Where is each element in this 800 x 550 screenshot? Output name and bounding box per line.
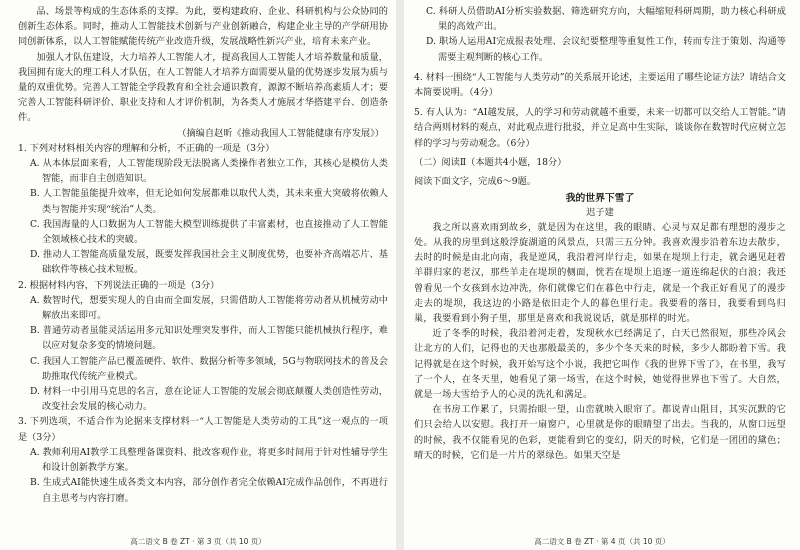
source-citation: （摘编自赵昕《推动我国人工智能健康有序发展》） — [177, 127, 384, 139]
question-2-option-c: C. 我国人工智能产品已覆盖硬件、软件、数据分析等多领域，5G与物联网技术的普及会助推取代传统产业模式。 — [30, 355, 388, 382]
question-2-option-d: D. 材料一中引用马克思的名言，意在论证人工智能的发展会彻底颠覆人类创造性劳动，改变社会发展的核心动力。 — [30, 386, 388, 413]
question-1-option-c: C. 我国海量的人口数据为人工智能大模型训练提供了丰富素材，也直接推动了人工智能全领域核心技术的突破。 — [30, 218, 388, 246]
question-3-option-b: B. 生成式AI能快速生成各类文本内容，部分创作者完全依赖AI完成作品创作，不再进行自主思考与内容打磨。 — [30, 477, 388, 504]
essay-paragraph-2: 近了冬季的时候，我沿着河走着，发现秋水已经满足了，白天已然很短，那些冷风会让北方的人们，记得也的天也那般最美的，多少个冬天来的时候，多少人都盼着下雪。我记得就是在这个时候，我开始写这个小说，我把它叫作《我的世界下雪了》，在书里，我写了一个人，在冬天里，她看见了第一场雪，在这个时候，她觉得世界也下雪了。大自然，就是一场大雪给予人的心灵的洗礼和满足。 — [414, 328, 786, 401]
question-1-option-a: A. 从本体层面来看，人工智能现阶段无法脱离人类操作者独立工作，其核心是模仿人类智能，而非自主创造知识。 — [30, 158, 388, 185]
question-3-option-c: C. 科研人员借助AI分析实验数据、筛选研究方向，大幅缩短科研周期，助力核心科研成果的高效产出。 — [426, 6, 786, 33]
question-2-option-a: A. 数智时代，想要实现人的自由而全面发展，只需借助人工智能将劳动者从机械劳动中解放出来即可。 — [30, 294, 388, 322]
left-page-footer: 高二语文 B 卷 ZT · 第 3 页（共 10 页） — [130, 537, 266, 546]
question-3-option-a: A. 教师利用AI教学工具整理备课资料、批改客观作业，将更多时间用于针对性辅导学生和设计创新教学方案。 — [30, 446, 388, 474]
essay-paragraph-1: 我之所以喜欢雨到故乡，就是因为在这里，我的眼睛、心灵与双足都有理想的漫步之处。从我的房里到这般浮旋湖道的风景点，只需三五分钟。我喜欢漫步沿着东边去散步，去时的时候是由北向南，我是逆风，我沿着河岸行走，如果在堤坝上行走，就会遇见赶着羊群归家的老汉，那些羊走在堤坝的侧面，恍若在堤坝上追逐一道连绵起伏的白浪；我还曾看见一个女孩到水边冲洗，你们就像它们在暮色中行走，就是一个我正好看见了的漫步走去的堤坝，我这边的小路是依旧走个人的暮色里行走。我要看的落日，我要看到鸟归巢，我要看到小狗子里，那里是喜欢和我说说话，就是那样的时光。 — [414, 221, 786, 325]
question-1-option-b: B. 人工智能虽能提升效率，但无论如何发展都难以取代人类，其未来重大突破将依赖人类与智能并实现“统治”人类。 — [30, 188, 388, 215]
question-3: 3. 下列选项，不适合作为论据来支撑材料一“人工智能是人类劳动的工具”这一观点的一项是（3分） — [18, 416, 388, 443]
question-2-option-b: B. 普通劳动者虽能灵活运用多元知识处理突发事件，而人工智能只能机械执行程序，难以应对复杂多变的情境问题。 — [30, 325, 388, 352]
question-1: 1. 下列对材料相关内容的理解和分析，不正确的一项是（3分） — [18, 142, 275, 154]
essay-title: 我的世界下雪了 — [565, 192, 635, 204]
question-5: 5. 有人认为：“AI越发展，人的学习和劳动就越不重要，未来一切都可以交给人工智能。”请结合两则材料的观点，对此观点进行批驳，并立足高中生实际，谈谈你在数智时代应树立怎样的学习与劳动观念。（6分） — [414, 107, 786, 149]
question-2: 2. 根据材料内容，下列说法正确的一项是（3分） — [18, 279, 220, 291]
right-page — [404, 0, 800, 550]
page-gutter — [396, 0, 404, 550]
paragraph-talent: 加强人才队伍建设，大力培养人工智能人才，提高我国人工智能人才培养数量和质量，我国拥有庞大的理工科人才队伍，在人工智能人才培养方面需要从量的优势逐步发展为质与量的双重优势。完善人工智能全学段教育和全社会通识教育，源源不断培养高素质人才；要完善人工智能科研评价、职业支持和人才评价机制，为各类人才施展才华搭建平台、创造条件。 — [18, 51, 388, 124]
paragraph-continued: 品、场景等构成的生态体系的支撑。为此，要构建政府、企业、科研机构与公众协同的创新生态体系。同时，推动人工智能技术创新与产业创新融合，构建企业主导的产学研用协同创新体系，以人工智能赋能传统产业改造升级，发展战略性新兴产业，培育未来产业。 — [18, 6, 388, 48]
question-3-option-d: D. 职场人运用AI完成报表处理、会议纪要整理等重复性工作，转而专注于策划、沟通等需要主观判断的核心工作。 — [426, 36, 786, 63]
question-4: 4. 材料一围绕“人工智能与人类劳动”的关系展开论述，主要运用了哪些论证方法？请结合文本简要说明。（4分） — [414, 71, 786, 99]
section-heading: （二）阅读Ⅱ（本题共4小题，18分） — [414, 156, 567, 168]
essay-paragraph-3: 在书房工作累了，只需抬眼一望，山峦就映入眼帘了。都说青山阻目，其实沉默的它们只会给人以安慰。我打开一扇窗户，心里就是你的眼睛望了出去。当我的，从窗口远望的时候，我不仅能看见的色彩，更能看到它的变幻，阴天的时候，它们是一团团的黛色；晴天的时候，它们是一片片的翠绿色。如果天空是 — [414, 404, 786, 461]
essay-author: 迟子建 — [586, 206, 614, 218]
reading-instruction: 阅读下面文字，完成6～9题。 — [414, 175, 536, 187]
right-page-footer: 高二语文 B 卷 ZT · 第 4 页（共 10 页） — [534, 537, 670, 546]
question-1-option-d: D. 推动人工智能高质量发展，既要发挥我国社会主义制度优势，也要补齐高端芯片、基础软件等核心技术短板。 — [30, 249, 388, 276]
left-page — [0, 0, 396, 550]
